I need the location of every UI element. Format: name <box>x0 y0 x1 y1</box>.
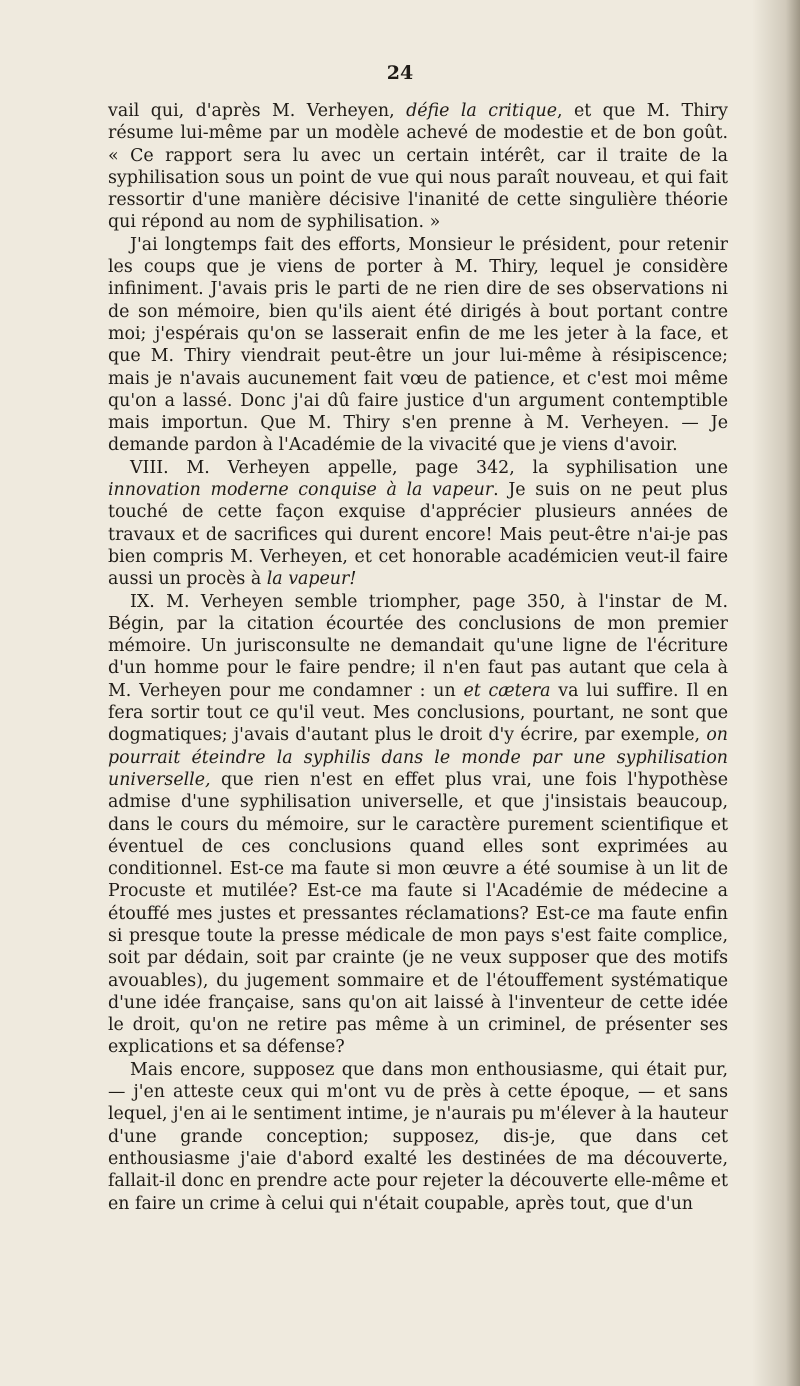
paragraph <box>108 591 728 1059</box>
text-run: IX. M. Verheyen semble triompher, page 350, à l'instar de M. Bégin, par la citation écourtée des conclusions de mon premier mémoire. Un jurisconsulte ne demandait qu'une ligne de l'écriture d'un homme pour le faire pendre; il n'en faut pas autant que cela à M. Verheyen pour me condamner : un <box>108 591 728 701</box>
italic-text: la vapeur! <box>266 569 357 590</box>
paragraph <box>108 457 728 591</box>
italic-text: défie la critique <box>406 101 557 121</box>
paragraph <box>108 234 728 457</box>
text-run: Mais encore, supposez que dans mon enthousiasme, qui était pur, — j'en atteste ceux qui m'ont vu de près à cette époque, — et sans lequel, j'en ai le sentiment intime, je n'aurais pu m'élever à la hauteur d'une grande conception; supposez, dis-je, que dans cet enthousiasme j'aie d'abord exalté les destinées de ma découverte, fallait-il donc en prendre acte pour rejeter la découverte elle-même et en faire un crime à celui qui n'était coupable, après tout, que d'un <box>108 1059 728 1214</box>
text-run: J'ai longtemps fait des efforts, Monsieur le président, pour retenir les coups que je viens de porter à M. Thiry, lequel je considère infiniment. J'avais pris le parti de ne rien dire de ses observations ni de son mémoire, bien qu'ils aient été dirigés à bout portant contre moi; j'espérais qu'on se lasserait enfin de me les jeter à la face, et que M. Thiry viendrait peut-être un jour lui-même à résipiscence; mais je n'avais aucunement fait vœu de patience, et c'est moi même qu'on a lassé. Donc j'ai dû faire justice d'un argument contemptible mais importun. Que M. Thiry s'en prenne à M. Verheyen. — Je demande pardon à l'Académie de la vivacité que je viens d'avoir. <box>108 234 728 456</box>
text-run: , et que M. Thiry résume lui-même par un modèle achevé de modestie et de bon goût. « Ce rapport sera lu avec un certain intérêt, car il traite de la syphilisation sous un point de vue qui nous paraît nouveau, et qui fait ressortir d'une manière décisive l'inanité de cette singulière théorie qui répond au nom de syphilisation. » <box>108 101 728 233</box>
page-number: 24 <box>386 62 414 84</box>
italic-text: et cætera <box>463 680 551 701</box>
body-text <box>108 100 728 1215</box>
text-run: vail qui, d'après M. Verheyen, <box>108 101 407 121</box>
paragraph <box>108 1059 728 1215</box>
paragraph <box>108 100 728 234</box>
italic-text: on pourrait éteindre la syphilis dans le monde par une syphilisation universelle, <box>108 725 728 790</box>
italic-text: innovation moderne conquise à la vapeur <box>108 480 494 501</box>
text-run: VIII. M. Verheyen appelle, page 342, la syphilisation une <box>130 457 728 478</box>
text-run: que rien n'est en effet plus vrai, une fois l'hypothèse admise d'une syphilisation universelle, et que j'insistais beaucoup, dans le cours du mémoire, sur le caractère purement scientifique et éventuel de ces conclusions quand elles sont exprimées au conditionnel. Est-ce ma faute si mon œuvre a été soumise à un lit de Procuste et mutilée? Est-ce ma faute si l'Académie de médecine a étouffé mes justes et pressantes réclamations? Est-ce ma faute enfin si presque toute la presse médicale de mon pays s'est faite complice, soit par dédain, soit par crainte (je ne veux supposer que des motifs avouables), du jugement sommaire et de l'étouffement systématique d'une idée française, sans qu'on ait laissé à l'inventeur de cette idée le droit, qu'on ne retire pas même à un criminel, de présenter ses explications et sa défense? <box>108 769 728 1058</box>
text-run: . Je suis on ne peut plus touché de cette façon exquise d'apprécier plusieurs années de travaux et de sacrifices qui durent encore! Mais peut-être n'ai-je pas bien compris M. Verheyen, et cet honorable académicien veut-il faire aussi un procès à <box>108 480 728 590</box>
text-run: va lui suffire. Il en fera sortir tout ce qu'il veut. Mes conclusions, pourtant, ne sont que dogmatiques; j'avais d'autant plus le droit d'y écrire, par exemple, <box>108 680 728 746</box>
